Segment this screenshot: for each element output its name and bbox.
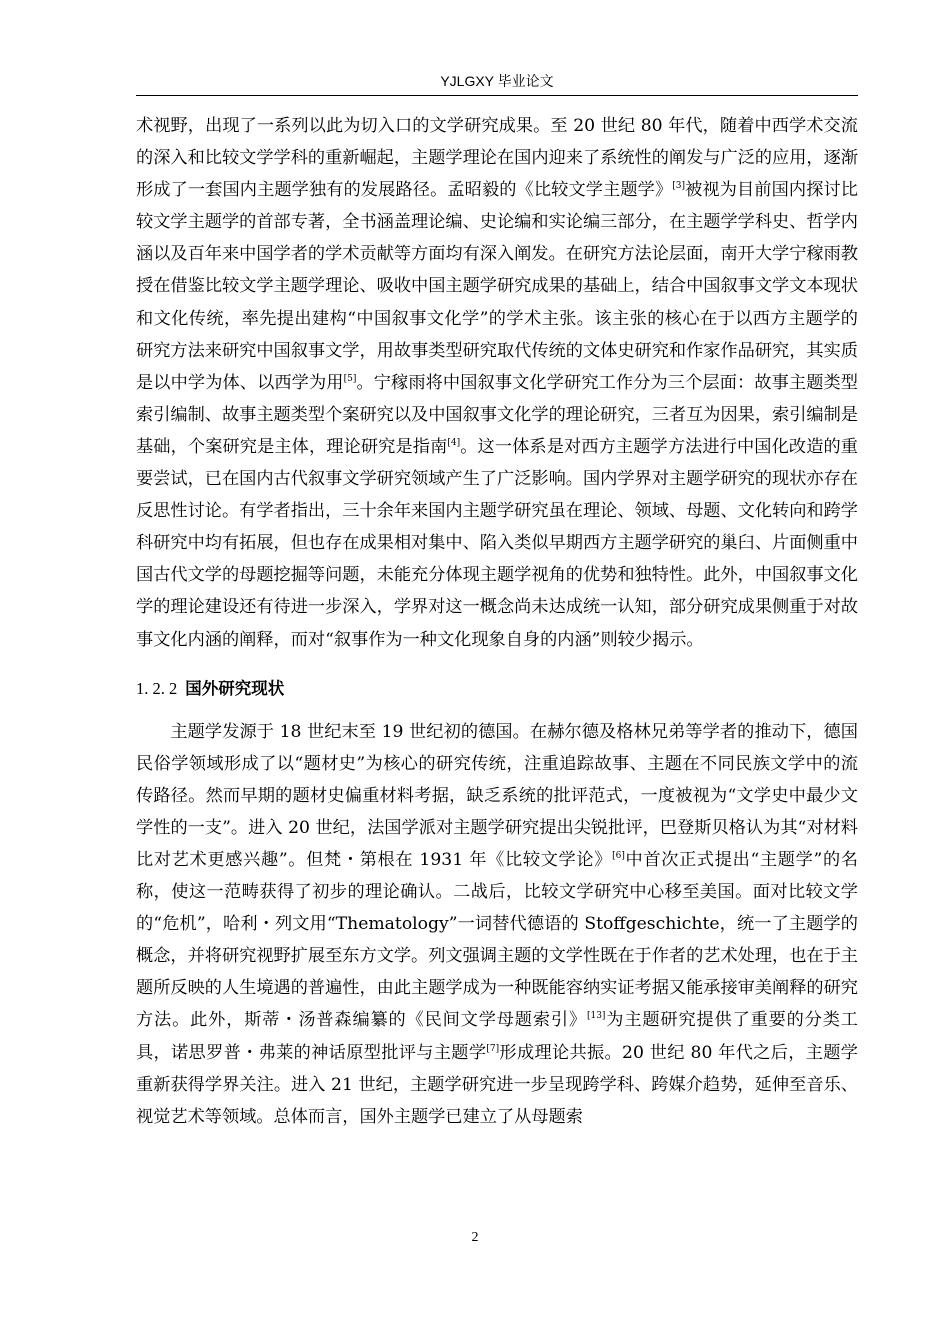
section-heading (136, 674, 858, 704)
text-run: 。这一体系是对西方主题学方法进行中国化改造的重要尝试，已在国内古代叙事文学研究领域产生了广泛影响。国内学界对主题学研究的现状亦存在反思性讨论。有学者指出，三十余年来国内主题学研究虽在理论、领域、母题、文化转向和跨学科研究中均有拓展，但也存在成果相对集中、陷入类似早期西方主题学研究的巢臼、片面侧重中国古代文学的母题挖掘等问题，未能充分体现主题学视角的优势和独特性。此外，中国叙事文化学的理论建设还有待进一步深入，学界对这一概念尚未达成统一认知，部分研究成果侧重于对故事文化内涵的阐释，而对“叙事作为一种文化现象自身的内涵”则较少揭示。 (136, 436, 858, 650)
running-header: YJLGXY 毕业论文 (440, 73, 554, 89)
section-number: 1. 2. 2 (136, 678, 178, 698)
citation: [13] (586, 1011, 606, 1022)
text-run: 主题学发源于 18 世纪末至 19 世纪初的德国。在赫尔德及格林兄弟等学者的推动下，德国民俗学领域形成了以“题材史”为核心的研究传统，注重追踪故事、主题在不同民族文学中的流传路径。然而早期的题材史偏重材料考据，缺乏系统的批评范式，一度被视为“文学史中最少文学性的一支”。进入 20 世纪，法国学派对主题学研究提出尖锐批评，巴登斯贝格认为其“对材料比对艺术更感兴趣”。但梵・第根在 1931 年《比较文学论》 (136, 721, 858, 870)
text-run: 中首次正式提出“主题学”的名称，使这一范畴获得了初步的理论确认。二战后，比较文学研究中心移至美国。面对比较文学的“危机”，哈利・列文用“Thematology”一词替代德语的 Stoffgeschichte，统一了主题学的概念，并将研究视野扩展至东方文学。列文强调主题的文学性既在于作者的艺术处理，也在于主题所反映的人生境遇的普遍性，由此主题学成为一种既能容纳实证考据又能承接审美阐释的研究方法。此外，斯蒂・汤普森编纂的《民间文学母题索引》 (136, 849, 858, 1031)
citation: [6] (612, 850, 625, 861)
paragraph-domestic-research (136, 110, 858, 656)
citation: [3] (672, 181, 685, 192)
body-text (136, 110, 858, 1133)
citation: [4] (447, 437, 461, 448)
paragraph-foreign-research (136, 716, 858, 1133)
section-title: 国外研究现状 (185, 678, 285, 698)
text-run: 为主题研究提供了重要的分类工具，诺思罗普・弗莱的神话原型批评与主题学 (136, 1010, 858, 1063)
citation: [5] (343, 373, 357, 384)
text-run: 被视为目前国内探讨比较文学主题学的首部专著，全书涵盖理论编、史论编和实论编三部分，在主题学学科史、哲学内涵以及百年来中国学者的学术贡献等方面均有深入阐发。在研究方法论层面，南开大学宁稼雨教授在借鉴比较文学主题学理论、吸收中国主题学研究成果的基础上，结合中国叙事文学文本现状和文化传统，率先提出建构“中国叙事文化学”的学术主张。该主张的核心在于以西方主题学的研究方法来研究中国叙事文学，用故事类型研究取代传统的文体史研究和作家作品研究，其实质是以中学为体、以西学为用 (136, 180, 858, 393)
citation: [7] (486, 1043, 500, 1054)
page-number: 2 (471, 1230, 479, 1245)
text-run: 术视野，出现了一系列以此为切入口的文学研究成果。至 20 世纪 80 年代，随着中西学术交流的深入和比较文学学科的重新崛起，主题学理论在国内迎来了系统性的阐发与广泛的应用，逐渐形成了一套国内主题学独有的发展路径。孟昭毅的《比较文学主题学》 (136, 116, 858, 201)
text-run: 。宁稼雨将中国叙事文化学研究工作分为三个层面：故事主题类型索引编制、故事主题类型个案研究以及中国叙事文化学的理论研究，三者互为因果，索引编制是基础，个案研究是主体，理论研究是指南 (136, 372, 858, 457)
text-run: 形成理论共振。20 世纪 80 年代之后，主题学重新获得学界关注。进入 21 世纪，主题学研究进一步呈现跨学科、跨媒介趋势，延伸至音乐、视觉艺术等领域。总体而言，国外主题学已建立了从母题索 (136, 1042, 858, 1127)
header-rule (136, 95, 858, 96)
